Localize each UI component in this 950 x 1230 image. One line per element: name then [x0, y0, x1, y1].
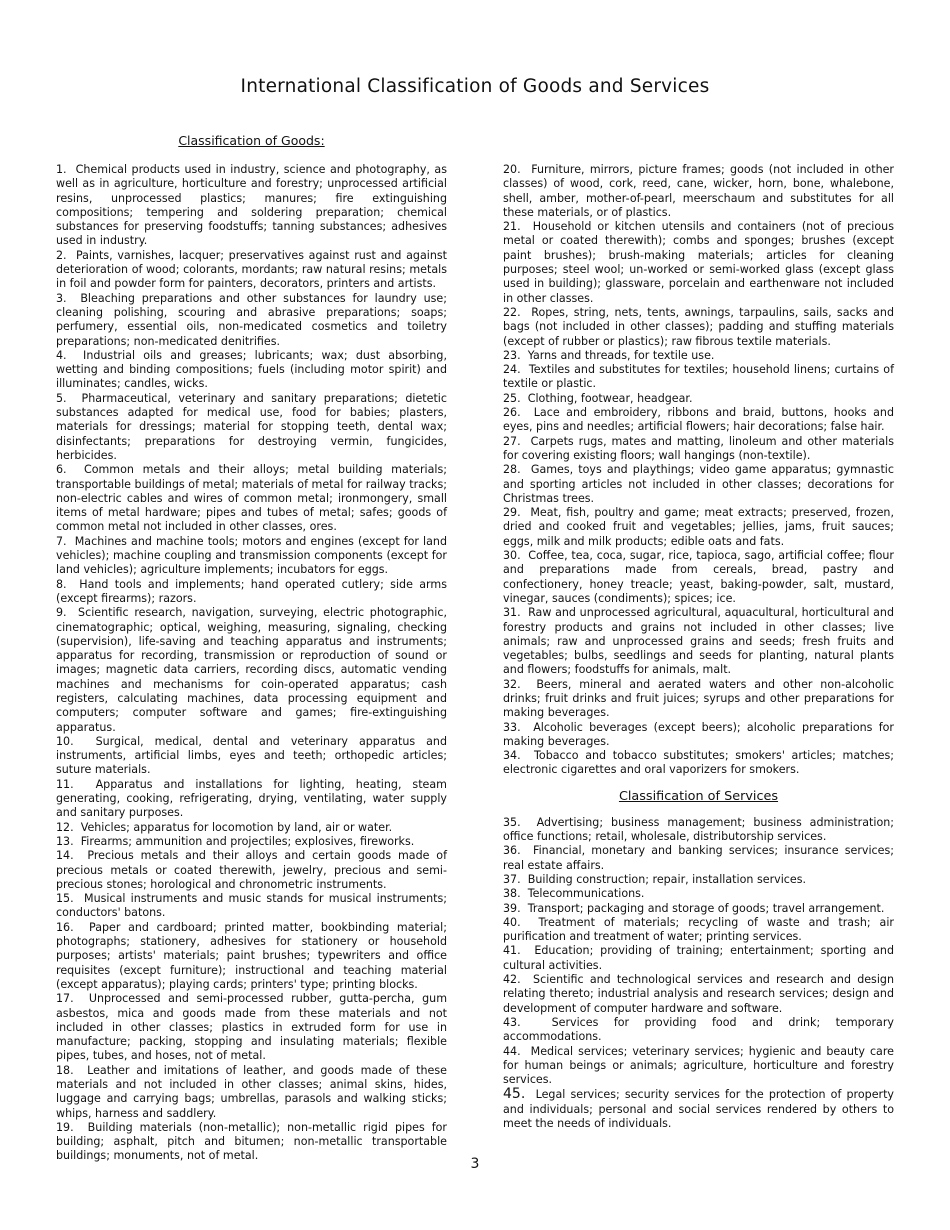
class-description: Services for providing food and drink; temporary accommodations. [503, 1015, 894, 1044]
class-number: 12. [56, 820, 74, 834]
class-item [503, 749, 894, 778]
class-number: 1. [56, 163, 67, 176]
class-item [56, 249, 447, 292]
class-description: Textiles and substitutes for textiles; household linens; curtains of textile or plastic. [503, 363, 894, 391]
class-description: Vehicles; apparatus for locomotion by land, air or water. [80, 820, 393, 834]
class-number: 35. [503, 815, 521, 829]
document-title: International Classification of Goods and Services [240, 76, 710, 97]
class-number: 19. [56, 1120, 74, 1134]
class-number: 24. [503, 363, 521, 377]
class-item [503, 887, 894, 901]
class-number: 28. [503, 463, 521, 477]
class-number: 11. [56, 777, 74, 791]
class-description: Common metals and their alloys; metal building materials; transportable buildings of metal; materials of metal for railway tracks; non-electric cables and wires of common metal; ironmongery, small items of metal hardware; pipes and tubes of metal; safes; goods of common metal not included in other classes, ores. [56, 463, 447, 534]
class-description: Financial, monetary and banking services; insurance services; real estate affairs. [503, 844, 894, 872]
class-number: 16. [56, 920, 74, 934]
class-description: Machines and machine tools; motors and engines (except for land vehicles); machine coupling and transmission components (except for land vehicles); agriculture implements; incubators for eggs. [56, 534, 448, 577]
class-item [503, 916, 894, 945]
class-description: Scientific and technological services and research and design relating thereto; industrial analysis and research services; design and development of computer hardware and software. [503, 973, 894, 1015]
class-description: Ropes, string, nets, tents, awnings, tarpaulins, sails, sacks and bags (not included in other classes); padding and stuffing materials (except of rubber or plastics); raw fibrous textile materials. [503, 305, 894, 348]
class-description: Education; providing of training; entertainment; sporting and cultural activities. [503, 944, 894, 972]
class-number: 22. [503, 305, 521, 319]
class-description: Raw and unprocessed agricultural, aquacultural, horticultural and forestry products and grains not included in other classes; live animals; raw and unprocessed grains and seeds; fresh fruits and vegetables; bulbs, seedlings and seeds for planting, natural plants and flowers; foodstuffs for animals, malt. [503, 606, 895, 677]
class-number: 41. [503, 944, 521, 958]
class-item [503, 844, 894, 873]
class-description: Medical services; veterinary services; hygienic and beauty care for human beings or animals; agriculture, horticulture and forestry services. [503, 1044, 894, 1087]
class-item [503, 944, 894, 973]
class-item [56, 349, 447, 392]
class-number: 13. [56, 834, 74, 848]
class-item [503, 506, 894, 549]
class-description: Tobacco and tobacco substitutes; smokers' articles; matches; electronic cigarettes and oral vaporizers for smokers. [503, 749, 894, 777]
class-description: Meat, fish, poultry and game; meat extracts; preserved, frozen, dried and cooked fruit and vegetables; jellies, jams, fruit sauces; eggs, milk and milk products; edible oats and fats. [503, 506, 894, 548]
class-description: Carpets rugs, mates and matting, linoleum and other materials for covering existing floors; wall hangings (non-textile). [503, 434, 894, 462]
class-description: Paints, varnishes, lacquer; preservatives against rust and against deterioration of wood; colorants, mordants; raw natural resins; metals in foil and powder form for painters, decorators, printers and artists. [56, 248, 447, 291]
class-number: 6. [56, 463, 67, 477]
class-number: 20. [503, 163, 521, 176]
class-number: 7. [56, 534, 67, 548]
class-item [56, 778, 447, 821]
class-number: 38. [503, 887, 521, 901]
class-item [56, 849, 447, 892]
goods-heading: Classification of Goods: [178, 133, 325, 148]
class-item [56, 606, 447, 735]
class-number: 39. [503, 901, 521, 915]
class-number: 32. [503, 677, 521, 691]
class-number: 3. [56, 291, 67, 305]
class-item [56, 578, 447, 607]
class-number: 33. [503, 720, 521, 734]
class-item [56, 921, 447, 992]
class-item [503, 406, 894, 435]
class-description: Coffee, tea, coca, sugar, rice, tapioca, sago, artificial coffee; flour and preparations made from cereals, bread, pastry and confectionery, honey treacle; yeast, baking-powder, salt, mustard, vinegar, sauces (condiments); spices; ice. [503, 549, 894, 605]
class-description: Chemical products used in industry, science and photography, as well as in agriculture, horticulture and forestry; unprocessed artificial resins, unprocessed plastics; manures; fire extinguishing compositions; tempering and soldering preparation; chemical substances for preserving foodstuffs; tanning substances; adhesives used in industry. [56, 163, 447, 248]
class-number: 42. [503, 973, 521, 987]
class-item [503, 306, 894, 349]
class-item [503, 721, 894, 750]
class-item [56, 835, 447, 849]
class-item [56, 735, 447, 778]
class-description: Building materials (non-metallic); non-metallic rigid pipes for building; asphalt, pitch and bitumen; non-metallic transportable buildings; monuments, not of metal. [56, 1120, 447, 1163]
class-number: 45. [503, 1086, 526, 1103]
class-item [503, 363, 894, 392]
class-number: 29. [503, 506, 521, 520]
class-number: 30. [503, 549, 521, 563]
class-item [503, 1045, 894, 1088]
class-number: 8. [56, 577, 67, 591]
services-list [503, 816, 894, 1132]
class-number: 2. [56, 248, 67, 262]
class-description: Hand tools and implements; hand operated cutlery; side arms (except firearms); razors. [56, 577, 447, 605]
class-number: 25. [503, 391, 521, 405]
class-item [503, 349, 894, 363]
class-item [503, 549, 894, 606]
class-item [503, 1087, 894, 1131]
class-description: Scientific research, navigation, surveying, electric photographic, cinematographic; optical, weighing, measuring, signaling, checking (supervision), life-saving and teaching apparatus and instruments; apparatus for recording, transmission or reproduction of sound or images; magnetic data carriers, recording discs, automatic vending machines and mechanisms for coin-operated apparatus; cash registers, calculating machines, data processing equipment and computers; computer software and games; fire-extinguishing apparatus. [56, 606, 447, 734]
class-description: Firearms; ammunition and projectiles; explosives, fireworks. [80, 834, 415, 848]
class-number: 18. [56, 1063, 74, 1077]
class-item [503, 678, 894, 721]
class-description: Precious metals and their alloys and certain goods made of precious metals or coated therewith, jewelry, precious and semi-precious stones; horological and chronometric instruments. [56, 849, 447, 891]
goods-list-left [56, 163, 447, 1164]
class-number: 43. [503, 1015, 521, 1029]
class-number: 15. [56, 892, 74, 906]
class-item [503, 973, 894, 1016]
class-number: 23. [503, 348, 521, 362]
class-description: Apparatus and installations for lighting, heating, steam generating, cooking, refrigerating, drying, ventilating, water supply and sanitary purposes. [56, 777, 447, 820]
class-item [503, 606, 894, 677]
page-number: 3 [470, 1156, 480, 1172]
class-description: Beers, mineral and aerated waters and other non-alcoholic drinks; fruit drinks and fruit juices; syrups and other preparations for making beverages. [503, 677, 894, 720]
class-number: 40. [503, 915, 521, 929]
class-number: 27. [503, 434, 521, 448]
class-item [56, 463, 447, 534]
class-item [503, 902, 894, 916]
class-description: Alcoholic beverages (except beers); alcoholic preparations for making beverages. [503, 720, 894, 748]
class-item [503, 816, 894, 845]
class-number: 4. [56, 348, 67, 362]
class-item [56, 821, 447, 835]
class-description: Advertising; business management; business administration; office functions; retail, wholesale, distributorship services. [503, 815, 895, 844]
class-description: Lace and embroidery, ribbons and braid, buttons, hooks and eyes, pins and needles; artificial flowers; hair decorations; false hair. [503, 406, 894, 434]
class-description: Household or kitchen utensils and containers (not of precious metal or coated therewith); combs and sponges; brushes (except paint brushes); brush-making materials; articles for cleaning purposes; steel wool; un-worked or semi-worked glass (except glass used in building); glassware, porcelain and earthenware not included in other classes. [503, 220, 894, 305]
class-item [56, 392, 447, 463]
class-item [56, 892, 447, 921]
class-item [503, 873, 894, 887]
right-list [503, 163, 894, 1131]
class-description: Bleaching preparations and other substances for laundry use; cleaning polishing, scouring and abrasive preparations; soaps; perfumery, essential oils, non-medicated cosmetics and toiletry preparations; non-medicated denitrifies. [56, 291, 447, 348]
class-number: 9. [56, 606, 67, 620]
class-number: 37. [503, 872, 521, 886]
class-number: 36. [503, 844, 521, 858]
class-description: Treatment of materials; recycling of waste and trash; air purification and treatment of water; printing services. [503, 915, 894, 944]
class-description: Musical instruments and music stands for musical instruments; conductors' batons. [56, 892, 447, 920]
class-description: Transport; packaging and storage of goods; travel arrangement. [527, 901, 885, 915]
class-description: Telecommunications. [527, 887, 645, 901]
class-item [56, 292, 447, 349]
class-description: Unprocessed and semi-processed rubber, gutta-percha, gum asbestos, mica and goods made from these materials and not included in other classes; plastics in extruded form for use in manufacture; packing, stopping and insulating materials; flexible pipes, tubes, and hoses, not of metal. [56, 992, 447, 1063]
class-description: Furniture, mirrors, picture frames; goods (not included in other classes) of wood, cork, reed, cane, wicker, horn, bone, whalebone, shell, amber, mother-of-pearl, meerschaum and substitutes for all these materials, or of plastics. [503, 163, 894, 219]
class-description: Clothing, footwear, headgear. [527, 391, 693, 405]
class-number: 26. [503, 406, 521, 420]
goods-list-right [503, 163, 894, 778]
class-number: 14. [56, 849, 74, 863]
class-description: Surgical, medical, dental and veterinary apparatus and instruments, artificial limbs, eyes and teeth; orthopedic articles; suture materials. [56, 734, 447, 777]
class-description: Paper and cardboard; printed matter, bookbinding material; photographs; stationery, adhesives for stationery or household purposes; artists' materials; paint brushes; typewriters and office requisites (except furniture); instructional and teaching material (except apparatus); playing cards; printers' type; printing blocks. [56, 920, 447, 991]
class-description: Building construction; repair, installation services. [527, 872, 807, 886]
class-number: 5. [56, 391, 67, 405]
class-item [56, 163, 447, 249]
class-number: 31. [503, 606, 521, 620]
class-number: 34. [503, 749, 521, 763]
class-item [56, 992, 447, 1063]
class-item [503, 163, 894, 220]
class-item [56, 535, 447, 578]
class-item [503, 1016, 894, 1045]
class-item [503, 435, 894, 464]
class-description: Legal services; security services for the protection of property and individuals; personal and social services rendered by others to meet the needs of individuals. [503, 1088, 894, 1130]
class-number: 21. [503, 220, 521, 234]
class-item [56, 1064, 447, 1121]
class-item [503, 220, 894, 306]
class-number: 17. [56, 992, 74, 1006]
class-description: Leather and imitations of leather, and goods made of these materials and not included in other classes; animal skins, hides, luggage and carrying bags; umbrellas, parasols and walking sticks; whips, harness and saddlery. [56, 1063, 447, 1120]
class-description: Industrial oils and greases; lubricants; wax; dust absorbing, wetting and binding compositions; fuels (including motor spirit) and illuminates; candles, wicks. [56, 348, 447, 391]
services-heading: Classification of Services [618, 788, 779, 804]
class-description: Pharmaceutical, veterinary and sanitary preparations; dietetic substances adapted for medical use, food for babies; plasters, materials for dressings; material for stopping teeth, dental wax; disinfectants; preparations for destroying vermin, fungicides, herbicides. [56, 391, 447, 462]
class-description: Yarns and threads, for textile use. [527, 348, 715, 362]
class-description: Games, toys and playthings; video game apparatus; gymnastic and sporting articles not included in other classes; decorations for Christmas trees. [503, 463, 894, 505]
class-number: 44. [503, 1044, 521, 1058]
class-item [503, 463, 894, 506]
class-number: 10. [56, 734, 74, 748]
class-item [503, 392, 894, 406]
